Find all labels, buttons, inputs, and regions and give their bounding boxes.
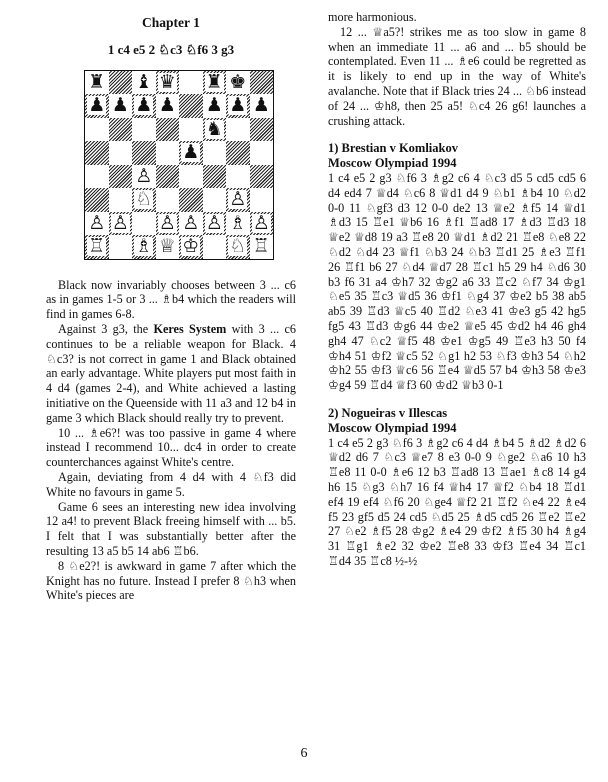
square-e4: [179, 165, 203, 189]
square-d6: [156, 118, 180, 142]
square-g3: [226, 188, 250, 212]
game-1-moves: 1 c4 e5 2 g3 ♘f6 3 ♗g2 c6 4 ♘c3 d5 5 cd5 cd5 6 d4 ed4 7 ♕d4 ♘c6 8 ♕d1 d4 9 ♘b1 ♗b4 10 ♘d2 0-0 11 ♘gf3 d3 12 0-0 de2 13 ♕e2 ♗f5 14 ♕d1 ♗d3 15 ♖e1 ♕b6 16 ♗f1 ♖ad8 17 ♗d3 ♖d3 18 ♕e2 ♕d8 19 a3 ♖e8 20 ♕d1 ♗d2 21 ♖e8 ♘e8 22 ♘d2 ♘d4 23 ♕f1 ♘b3 24 ♘b3 ♖d1 25 ♗e3 ♖f1 26 ♖f1 b6 27 ♘d4 ♕d7 28 ♖c1 h5 29 h4 ♘d6 30 b3 f6 31 a4 ♔h7 32 ♔g2 a6 33 ♖c2 ♘f7 34 ♔g1 ♘e5 35 ♖c3 ♕d5 36 ♔f1 ♘g4 37 ♔e2 b5 38 ab5 ab5 39 ♖d3 ♕c5 40 ♖d2 ♘e3 41 ♔e3 g5 42 hg5 fg5 43 ♖d3 ♔g6 44 ♔e2 ♕e5 45 ♔d2 h4 46 gh4 gh4 47 ♘c2 ♕f5 48 ♔e1 ♔g5 49 ♖e3 h3 50 f4 ♔h4 51 ♔f2 ♕c5 52 ♘g1 h2 53 ♘f3 ♔h3 54 ♘h2 ♔h2 55 ♔f3 ♕c6 56 ♖e4 ♕d5 57 b4 ♔h3 58 ♔e3 ♔g4 59 ♖d4 ♕f3 60 ♔d2 ♕b3 0-1: [328, 170, 586, 393]
square-f3: [203, 188, 227, 212]
right-column: [328, 10, 586, 569]
game-2-moves: 1 c4 e5 2 g3 ♘f6 3 ♗g2 c6 4 d4 ♗b4 5 ♗d2 ♗d2 6 ♕d2 d6 7 ♘c3 ♕e7 8 e3 0-0 9 ♘ge2 ♘a6 10 h3 ♖e8 11 0-0 ♗e6 12 b3 ♖ad8 13 ♖ae1 ♗c8 14 g4 h6 15 ♘g3 ♘h7 16 f4 ♕h4 17 ♕f2 ♘b4 18 ♖d1 ef4 19 ef4 ♘f6 20 ♘ge4 ♕f2 21 ♖f2 ♘e4 22 ♗e4 f5 23 gf5 d5 24 cd5 ♘d5 25 ♗d5 cd5 26 ♖e2 ♖e2 27 ♘e2 ♗f5 28 ♔g2 ♗e4 29 ♔f2 ♗f5 30 h4 ♗g4 31 ♖g1 ♗e2 32 ♔e2 ♖e8 33 ♔f3 ♖e4 34 ♖c1 ♖d4 35 ♖c8 ½-½: [328, 435, 586, 568]
chess-piece: ♜: [88, 70, 106, 93]
square-d7: [156, 94, 180, 118]
keres-system-term: Keres System: [153, 321, 227, 336]
square-h8: [250, 71, 274, 95]
chess-piece: ♘: [229, 235, 247, 258]
square-f5: [203, 141, 227, 165]
square-e3: [179, 188, 203, 212]
square-a3: [85, 188, 109, 212]
chess-diagram: [84, 70, 274, 260]
square-c2: [132, 212, 156, 236]
square-c7: [132, 94, 156, 118]
chess-piece: ♔: [182, 235, 200, 258]
game-2-title: 2) Nogueiras v Illescas: [328, 405, 448, 420]
left-body-text: [46, 278, 296, 604]
chess-piece: ♟: [111, 94, 129, 117]
opening-moves-heading: 1 c4 e5 2 ♘c3 ♘f6 3 g3: [107, 41, 235, 57]
square-g1: [226, 235, 250, 259]
square-g2: [226, 212, 250, 236]
square-e7: [179, 94, 203, 118]
square-f2: [203, 212, 227, 236]
chess-piece: ♜: [205, 70, 223, 93]
square-h5: [250, 141, 274, 165]
chess-piece: ♟: [182, 141, 200, 164]
chess-piece: ♗: [135, 235, 153, 258]
chess-piece: ♛: [158, 70, 176, 93]
chess-piece: ♙: [229, 188, 247, 211]
square-c3: [132, 188, 156, 212]
square-b6: [109, 118, 133, 142]
chess-piece: ♟: [88, 94, 106, 117]
square-h6: [250, 118, 274, 142]
game7-paragraph: 8 ♘e2?! is awkward in game 7 after which the Knight has no future. Instead I prefer 8 ♘h3 when White's pieces are: [46, 558, 296, 603]
square-h2: [250, 212, 274, 236]
left-column: [46, 10, 296, 603]
square-c5: [132, 141, 156, 165]
chess-piece: ♕: [158, 235, 176, 258]
chess-piece: ♞: [205, 117, 223, 140]
chess-piece: ♝: [135, 70, 153, 93]
square-c8: [132, 71, 156, 95]
square-b4: [109, 165, 133, 189]
chess-piece: ♗: [229, 211, 247, 234]
page-number: 6: [300, 746, 308, 761]
chess-piece: ♟: [135, 94, 153, 117]
square-e1: [179, 235, 203, 259]
chess-piece: ♙: [135, 164, 153, 187]
keres-system-paragraph: [46, 322, 296, 426]
square-e5: [179, 141, 203, 165]
chess-piece: ♙: [205, 211, 223, 234]
chess-piece: ♙: [158, 211, 176, 234]
chess-piece: ♙: [252, 211, 270, 234]
square-c1: [132, 235, 156, 259]
chess-piece: ♚: [229, 70, 247, 93]
square-h1: [250, 235, 274, 259]
square-e6: [179, 118, 203, 142]
square-a2: [85, 212, 109, 236]
square-f7: [203, 94, 227, 118]
square-g6: [226, 118, 250, 142]
chess-piece: ♟: [229, 94, 247, 117]
chess-piece: ♙: [111, 211, 129, 234]
game-1-event: Moscow Olympiad 1994: [328, 156, 457, 171]
game4-paragraph: 10 ... ♗e6?! was too passive in game 4 where instead I recommend 10... dc4 in order to create counterchances against White's centre.: [46, 425, 296, 470]
game8-paragraph: 12 ... ♕a5?! strikes me as too slow in game 8 when an immediate 11 ... a6 and ... b5 should be contemplated. Even 11 ... ♗e6 could be regretted as it is likely to end up in the way of White's avalanche. Note that if Black tries 24 ... ♘b6 instead of 24 ... ♔h8, then 25 a5! ♘c4 26 g6! launches a crushing attack.: [328, 24, 586, 128]
square-a4: [85, 165, 109, 189]
square-f8: [203, 71, 227, 95]
square-a6: [85, 118, 109, 142]
square-g4: [226, 165, 250, 189]
square-d4: [156, 165, 180, 189]
square-h7: [250, 94, 274, 118]
square-g5: [226, 141, 250, 165]
chapter-title: Chapter 1: [142, 15, 200, 30]
game6-paragraph: Game 6 sees an interesting new idea involving 12 a4! to prevent Black freeing himself with ... b5. I felt that I was substantially better after the resulting 13 a5 b5 14 ab6 ♖b6.: [46, 499, 296, 558]
square-f1: [203, 235, 227, 259]
square-d3: [156, 188, 180, 212]
chess-piece: ♙: [182, 211, 200, 234]
square-d1: [156, 235, 180, 259]
chess-piece: ♘: [135, 188, 153, 211]
square-f4: [203, 165, 227, 189]
square-f6: [203, 118, 227, 142]
square-d8: [156, 71, 180, 95]
square-d5: [156, 141, 180, 165]
square-b1: [109, 235, 133, 259]
text-run: Against 3 g3, the: [58, 321, 154, 336]
square-h3: [250, 188, 274, 212]
square-g7: [226, 94, 250, 118]
square-b2: [109, 212, 133, 236]
square-a5: [85, 141, 109, 165]
square-d2: [156, 212, 180, 236]
square-a7: [85, 94, 109, 118]
chess-piece: ♖: [252, 235, 270, 258]
continued-text: more harmonious.: [328, 10, 417, 24]
square-b8: [109, 71, 133, 95]
chess-piece: ♖: [88, 235, 106, 258]
square-c4: [132, 165, 156, 189]
square-b7: [109, 94, 133, 118]
square-e8: [179, 71, 203, 95]
intro-paragraph: Black now invariably chooses between 3 ... c6 as in games 1-5 or 3 ... ♗b4 which the readers will find in games 6-8.: [46, 277, 296, 322]
chess-piece: ♙: [88, 211, 106, 234]
game5-paragraph: Again, deviating from 4 d4 with 4 ♘f3 did White no favours in game 5.: [46, 469, 296, 499]
square-b5: [109, 141, 133, 165]
chess-piece: ♟: [205, 94, 223, 117]
square-g8: [226, 71, 250, 95]
square-h4: [250, 165, 274, 189]
game-1-title: 1) Brestian v Komliakov: [328, 141, 458, 156]
square-b3: [109, 188, 133, 212]
text-run: with 3 ... c6 continues to be a reliable weapon for Black. 4 ♘c3? is not correct in game 1 and Black obtained an early advantage. White players put most faith in 4 d4 (games 2-4), and White achieved a lasting initiative on the Queenside with 11 a3 and 12 b4 in game 3 which Black should really try to prevent.: [46, 321, 297, 425]
chess-piece: ♟: [252, 94, 270, 117]
square-a1: [85, 235, 109, 259]
square-a8: [85, 71, 109, 95]
square-c6: [132, 118, 156, 142]
square-e2: [179, 212, 203, 236]
game-2-event: Moscow Olympiad 1994: [328, 420, 457, 435]
chess-piece: ♟: [158, 94, 176, 117]
